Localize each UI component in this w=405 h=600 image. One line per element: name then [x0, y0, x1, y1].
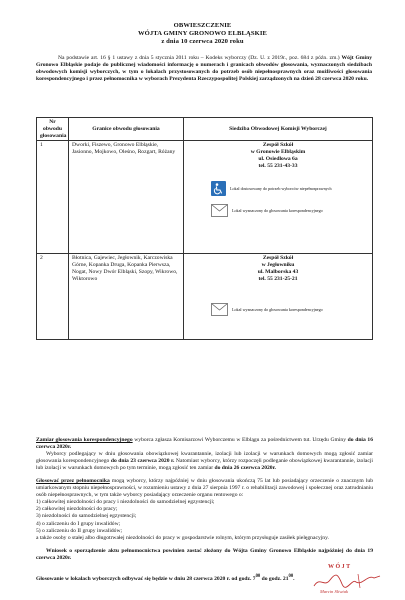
intro-bold: Wójt Gminy Gronowo Elbląskie podaje do publicznej wiadomości informację o numerach i granicach obwodów głosowania, wyznaczonych siedzibach obwodowych komisji wyborczych, w tym o lokalach przystosowanych do potrzeb osób niepełnosprawnych oraz możliwości głosowania korespondencyjnego i przez pełnomocnika w wyborach Prezydenta Rzeczypospolitej Polskiej zarządzonych na dzień 28 czerwca 2020 roku. — [36, 55, 372, 83]
signature-name: Marcin Sliwiak — [320, 589, 349, 594]
signature-title: WÓJT — [328, 564, 352, 570]
wheelchair-icon — [211, 181, 226, 196]
district-table — [36, 117, 373, 340]
postal-voting-paragraph — [36, 437, 373, 472]
voting-hours: . — [293, 575, 295, 582]
hour-minutes: 00 — [288, 574, 294, 579]
accessible-note: Lokal dostosowany do potrzeb wyborców niepełnosprawnych — [230, 186, 332, 192]
table-row — [37, 141, 373, 254]
list-item: 2) całkowitej niezdolności do pracy; — [36, 506, 118, 513]
proxy-text: mogą wyborcy, którzy najpóźniej w dniu głosowania ukończą 75 lat lub posiadający orzeczenie o znacznym lub umiarkowanym stopniu niepełnosprawności, w rozumieniu ustawy z dnia 27 sierpnia 1997 r. o rehabilitacji zawodowej i społecznej oraz zatrudnianiu osób niepełnosprawnych, w tym także wyborcy posiadający orzeczenie organu rentowego o: — [36, 478, 373, 499]
postal-text: Natomiast wyborcy, którzy rozpoczęli podleganie obowiązkowej kwarantannie, izolacji lub izolacji w warunkach domowych po tym terminie, mogą zgłosić ten zamiar — [36, 458, 373, 472]
district-number: 2 — [37, 254, 69, 340]
seat-line: ul. Malborska 43 — [257, 269, 299, 276]
list-item: 5) o zaliczeniu do II grupy inwalidów; — [36, 527, 123, 534]
voting-hours: Głosowanie w lokalach wyborczych odbywać się będzie w dniu 28 czerwca 2020 r. od godz. 7 — [36, 575, 256, 582]
table-header-row — [37, 118, 373, 141]
voting-hours: do godz. 21 — [260, 575, 289, 582]
seat-line: w Gronowie Elbląskim — [250, 149, 306, 156]
envelope-icon — [211, 303, 228, 316]
notice-title: OBWIESZCZENIE — [173, 22, 232, 29]
seat-line: ul. Osiedlowa 6a — [258, 156, 298, 163]
proxy-heading: Głosować przez pełnomocnika — [36, 478, 110, 484]
seat-line: tel. 55 231-43-33 — [258, 163, 298, 170]
proxy-deadline: Wniosek o sporządzenie aktu pełnomocnictwa powinien zostać złożony do Wójta Gminy Gronowo Elbląskie najpóźniej do dnia 19 czerwca 2020r. — [36, 548, 373, 562]
postal-text: wyborca zgłasza Komisarzowi Wyborczemu w Elblągu za pośrednictwem tut. Urzędu Gminy — [132, 437, 348, 443]
proxy-voting-paragraph — [36, 478, 373, 542]
seat-line: tel. 55 231-25-21 — [258, 276, 298, 283]
postal-deadline: do dnia 26 czerwca 2020r. — [214, 465, 276, 472]
seat-line: Zespół Szkół — [262, 142, 294, 149]
table-row — [37, 254, 373, 340]
district-number: 1 — [37, 141, 69, 254]
district-seat — [184, 254, 373, 340]
table-header-seat: Siedziba Obwodowej Komisji Wyborczej — [184, 118, 373, 141]
notice-date: z dnia 10 czerwca 2020 roku — [161, 38, 244, 45]
list-item: 1) całkowitej niezdolności do pracy i niezdolności do samodzielnej egzystencji; — [36, 499, 215, 506]
intro-paragraph — [36, 55, 372, 83]
district-seat — [184, 141, 373, 254]
proxy-text: a także osoby o stałej albo długotrwałej niezdolności do pracy w gospodarstwie rolnym, którym przysługuje zasiłek pielęgnacyjny. — [36, 534, 329, 541]
envelope-icon — [211, 204, 228, 217]
list-item: 3) niezdolności do samodzielnej egzystencji; — [36, 513, 137, 520]
seat-line: w Jegłowniku — [261, 262, 295, 269]
intro-prefix: Na podstawie art. 16 § 1 ustawy z dnia 5 stycznia 2011 roku – Kodeks wyborczy (Dz. U. z 2019r., poz. 684 z późn. zm.) — [58, 55, 342, 61]
postal-heading: Zamiar głosowania korespondencyjnego — [36, 437, 133, 443]
postal-note: Lokal wyznaczony do głosowania korespondencyjnego — [232, 208, 323, 214]
voting-hours-paragraph — [36, 573, 336, 583]
postal-text: Wyborcy podlegający w dniu głosowania obowiązkowej kwarantannie, izolacji lub izolacji w warunkach domowych mogą zgłosić zamiar głosowania korespondencyjnego — [36, 451, 373, 465]
postal-deadline: do dnia 23 czerwca 2020 r. — [110, 458, 175, 465]
signature-scribble — [312, 572, 382, 590]
table-header-number: Nr obwodu głosowania — [37, 118, 69, 141]
district-area: Dworki, Fiszewo, Gronowo Elbląskie, Jasionno, Mojkowo, Oleśno, Rozgart, Różany — [69, 141, 184, 254]
postal-badge — [211, 303, 369, 316]
postal-deadline: do dnia 16 czerwca 2020r. — [36, 437, 374, 451]
seat-line: Zespół Szkół — [262, 255, 294, 262]
proxy-deadline-paragraph — [36, 548, 373, 562]
postal-note: Lokal wyznaczony do głosowania korespondencyjnego — [232, 307, 323, 313]
district-area: Błotnica, Gajewiec, Jegłownik, Karczowiska Górne, Kopanka Druga, Kopanka Pierwsza, Nogat, Nowy Dwór Elbląski, Szopy, Wikrowo, Wiktorowo — [69, 254, 184, 340]
table-header-area: Granice obwodu głosowania — [69, 118, 184, 141]
signature-stamp — [308, 564, 388, 598]
postal-badge — [211, 204, 369, 217]
accessible-badge — [211, 181, 369, 196]
notice-issuer: WÓJTA GMINY GRONOWO ELBLĄSKIE — [137, 30, 268, 37]
list-item: 4) o zaliczeniu do I grupy inwalidów; — [36, 520, 121, 527]
hour-minutes: 00 — [255, 574, 261, 579]
